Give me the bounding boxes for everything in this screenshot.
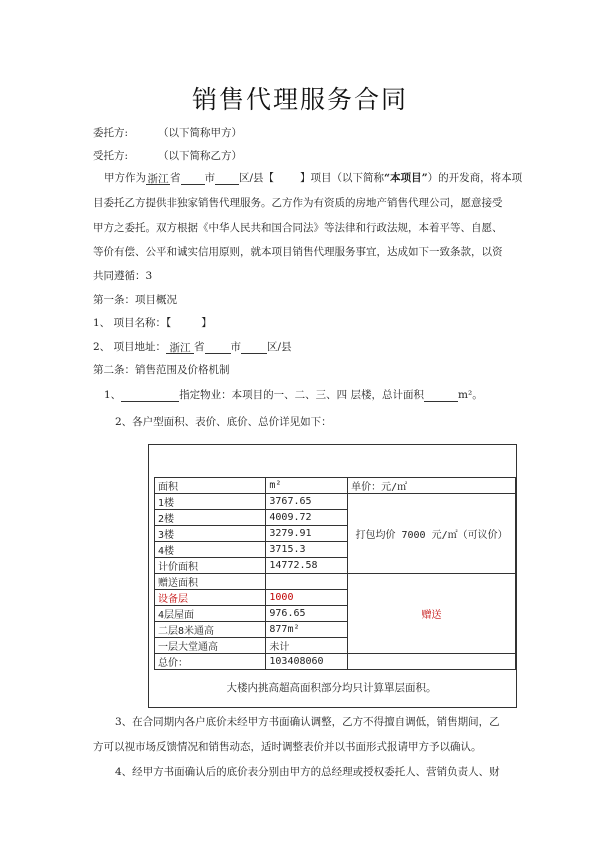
agent-note: （以下简称乙方） [158,150,242,162]
article1-heading: 第一条：项目概况 [93,294,177,306]
intro-text: 区/县【 [239,172,275,184]
header-unit: m² [266,478,348,494]
intro-line-1 [104,172,522,185]
blank-city [205,342,231,354]
address-province: 浙江 [166,342,194,354]
row-label: 3楼 [155,526,266,542]
intro-text: ）的开发商，将本项 [427,172,523,184]
intro-line-3: 甲方之委托。双方根据《中华人民共和国合同法》等法律和行政法规，本着平等、自愿、 [93,222,503,234]
article2-item2: 2、各户型面积、表价、底价、总价详见如下： [115,416,332,428]
package-price: 打包均价 7000 元/㎡（可议价） [348,494,516,574]
client-label: 委托方: [93,127,129,139]
item2-label: 2、 项目地址： [93,341,167,353]
row-value: 3279.91 [266,526,348,542]
row-value: 3767.65 [266,494,348,510]
clause-3-line-2: 方可以视市场反馈情况和销售动态，适时调整表价并以书面形式报请甲方予以确认。 [93,741,482,753]
row-value: 976.65 [266,606,348,622]
address-text: 省 [194,341,205,353]
gift-heading: 赠送面积 [155,574,266,590]
table-row [155,494,516,510]
empty-cell [266,574,348,590]
intro-text: 甲方作为 [104,172,146,184]
intro-province: 浙江 [147,173,169,185]
table-row [155,574,516,590]
article1-item1 [93,317,212,330]
blank-district [241,342,267,354]
row-label: 2楼 [155,510,266,526]
row-label: 二层8米通高 [155,622,266,638]
row-value: 1000 [266,590,348,606]
article2-heading: 第二条：销售范围及价格机制 [93,364,230,376]
client-row [93,127,128,140]
address-text: 区/县 [267,341,292,353]
intro-line-4: 等价有偿、公平和诚实信用原则，就本项目销售代理服务事宜，达成如下一致条款，以资 [93,246,503,258]
article2-item1 [104,389,483,402]
item1-close: 】 [201,317,212,329]
header-price: 单价：元/㎡ [348,478,516,494]
intro-bold: “本项目” [384,172,428,184]
item1-label: 1、 项目名称：【 [93,317,172,329]
client-note: （以下简称甲方） [158,127,242,139]
agent-label: 受托方: [93,150,129,162]
row-label: 一层大堂通高 [155,638,266,654]
row-label: 计价面积 [155,558,266,574]
intro-line-5: 共同遵循：3 [93,270,153,282]
document-title: 销售代理服务合同 [191,85,408,114]
intro-text: 市 [204,172,215,184]
item1-text: 指定物业：本项目的一、二、三、四 层楼，总计面积 [179,389,425,401]
row-value: 未计 [266,638,348,654]
address-text: 市 [230,341,242,353]
clause-3-line-1: 3、在合同期内各户底价未经甲方书面确认调整，乙方不得擅自调低，销售期间，乙 [115,716,500,728]
row-label: 1楼 [155,494,266,510]
blank-city [181,173,205,185]
header-area: 面积 [155,478,266,494]
blank-district [215,173,239,185]
total-row [155,654,516,670]
table-header-row [155,478,516,494]
total-value: 103408060 [266,654,348,670]
blank-area [424,390,458,402]
blank-property [121,390,179,402]
price-table [154,477,516,670]
row-label: 4层屋面 [155,606,266,622]
gift-label: 赠送 [348,574,516,654]
table-footnote: 大楼内挑高超高面积部分均只计算單层面积。 [226,682,437,694]
clause-4-line-1: 4、经甲方书面确认后的底价表分别由甲方的总经理或授权委托人、营销负责人、财 [115,766,500,778]
row-value: 14772.58 [266,558,348,574]
row-value: 3715.3 [266,542,348,558]
item1-unit: m²。 [458,389,483,401]
intro-text: 】项目（以下简称 [300,172,385,184]
empty-cell [348,654,516,670]
article1-item2 [93,341,292,354]
item-num: 1、 [104,389,122,401]
row-value: 4009.72 [266,510,348,526]
row-value: 877m² [266,622,348,638]
intro-line-2: 目委托乙方提供非独家销售代理服务。乙方作为有资质的房地产销售代理公司，愿意接受 [93,197,503,209]
total-label: 总价： [155,654,266,670]
intro-text: 省 [170,172,181,184]
row-label: 设备层 [155,590,266,606]
row-label: 4楼 [155,542,266,558]
